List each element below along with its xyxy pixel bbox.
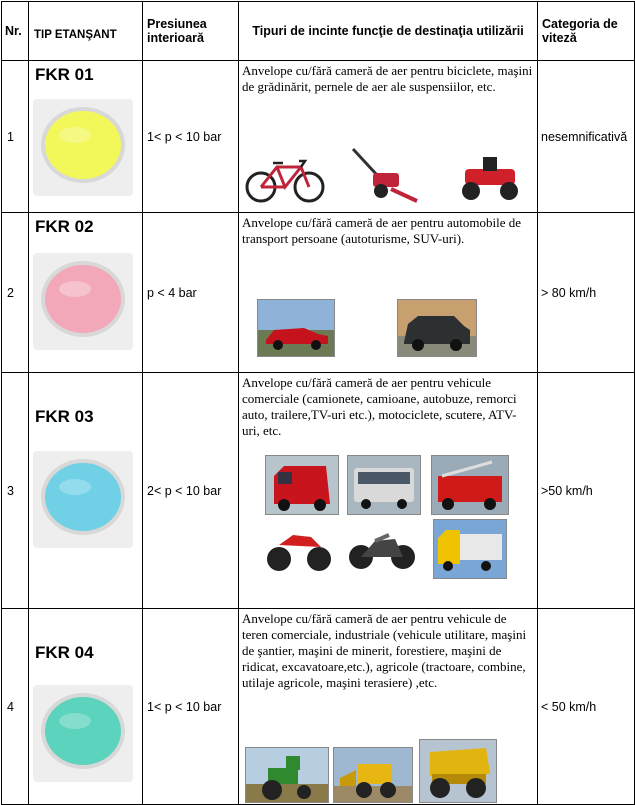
header-tip: TIP ETANŞANT <box>29 2 143 61</box>
product-code: FKR 02 <box>35 217 94 236</box>
bus-icon <box>347 455 421 515</box>
description-cell <box>239 213 538 373</box>
product-code: FKR 04 <box>35 643 94 662</box>
product-code: FKR 03 <box>35 407 94 426</box>
header-categoria: Categoria de viteză <box>538 2 635 61</box>
product-cell <box>29 373 143 609</box>
speed-category: >50 km/h <box>538 373 635 609</box>
row-number: 2 <box>2 213 29 373</box>
description-cell <box>239 61 538 213</box>
description-text: Anvelope cu/fără cameră de aer pentru vehicule de teren comerciale, industriale (vehicule utilitare, maşini de şantier, maşini de minerit, forestiere, maşini de ridicat, excavatoare,etc.), agricole (tractoare, combine, utilaje agricole, maşini terasiere) ,etc. <box>242 611 527 690</box>
sealant-sample-image <box>33 99 133 196</box>
gel-fill <box>45 463 121 531</box>
speed-category: > 80 km/h <box>538 213 635 373</box>
gel-fill <box>45 111 121 179</box>
sealant-sample-image <box>33 451 133 548</box>
header-presiune: Presiunea interioară <box>143 2 239 61</box>
row-number: 1 <box>2 61 29 213</box>
header-tipuri: Tipuri de incinte funcţie de destinaţia utilizării <box>239 2 538 61</box>
description-text: Anvelope cu/fără cameră de aer pentru vehicule comerciale (camionete, camioane, autobuze, remorci auto, trailere,TV-uri etc.), motociclete, scutere, ATV-uri, etc. <box>242 375 517 438</box>
sealant-sample-image <box>33 253 133 350</box>
tractor-icon <box>245 747 329 803</box>
table-row <box>2 373 635 609</box>
description-cell <box>239 373 538 609</box>
lawn-mower-icon <box>347 145 421 205</box>
bicycle-icon <box>245 153 327 205</box>
table-row <box>2 213 635 373</box>
description-cell <box>239 609 538 805</box>
sealant-sample-image <box>33 685 133 782</box>
speed-category: < 50 km/h <box>538 609 635 805</box>
pressure-value: 2< p < 10 bar <box>143 373 239 609</box>
gel-fill <box>45 265 121 333</box>
row-number: 4 <box>2 609 29 805</box>
description-text: Anvelope cu/fără cameră de aer pentru biciclete, maşini de grădinărit, pernele de aer ale suspensiilor, etc. <box>242 63 533 94</box>
product-table <box>1 1 635 805</box>
dump-truck-icon <box>419 739 497 803</box>
speed-category: nesemnificativă <box>538 61 635 213</box>
riding-mower-icon <box>455 153 525 203</box>
product-cell <box>29 609 143 805</box>
truck-icon <box>433 519 507 579</box>
description-text: Anvelope cu/fără cameră de aer pentru automobile de transport persoane (autoturisme, SUV-uri). <box>242 215 521 246</box>
pressure-value: p < 4 bar <box>143 213 239 373</box>
gel-fill <box>45 697 121 765</box>
product-cell <box>29 61 143 213</box>
product-code: FKR 01 <box>35 65 94 84</box>
header-row <box>2 2 635 61</box>
red-car-icon <box>257 299 335 357</box>
red-van-icon <box>265 455 339 515</box>
table-row <box>2 61 635 213</box>
loader-icon <box>333 747 413 803</box>
suv-icon <box>397 299 477 357</box>
header-nr: Nr. <box>2 2 29 61</box>
pressure-value: 1< p < 10 bar <box>143 61 239 213</box>
fire-truck-icon <box>431 455 509 515</box>
table-row <box>2 609 635 805</box>
product-cell <box>29 213 143 373</box>
row-number: 3 <box>2 373 29 609</box>
motorcycle-icon <box>345 519 419 577</box>
atv-icon <box>263 519 335 577</box>
pressure-value: 1< p < 10 bar <box>143 609 239 805</box>
